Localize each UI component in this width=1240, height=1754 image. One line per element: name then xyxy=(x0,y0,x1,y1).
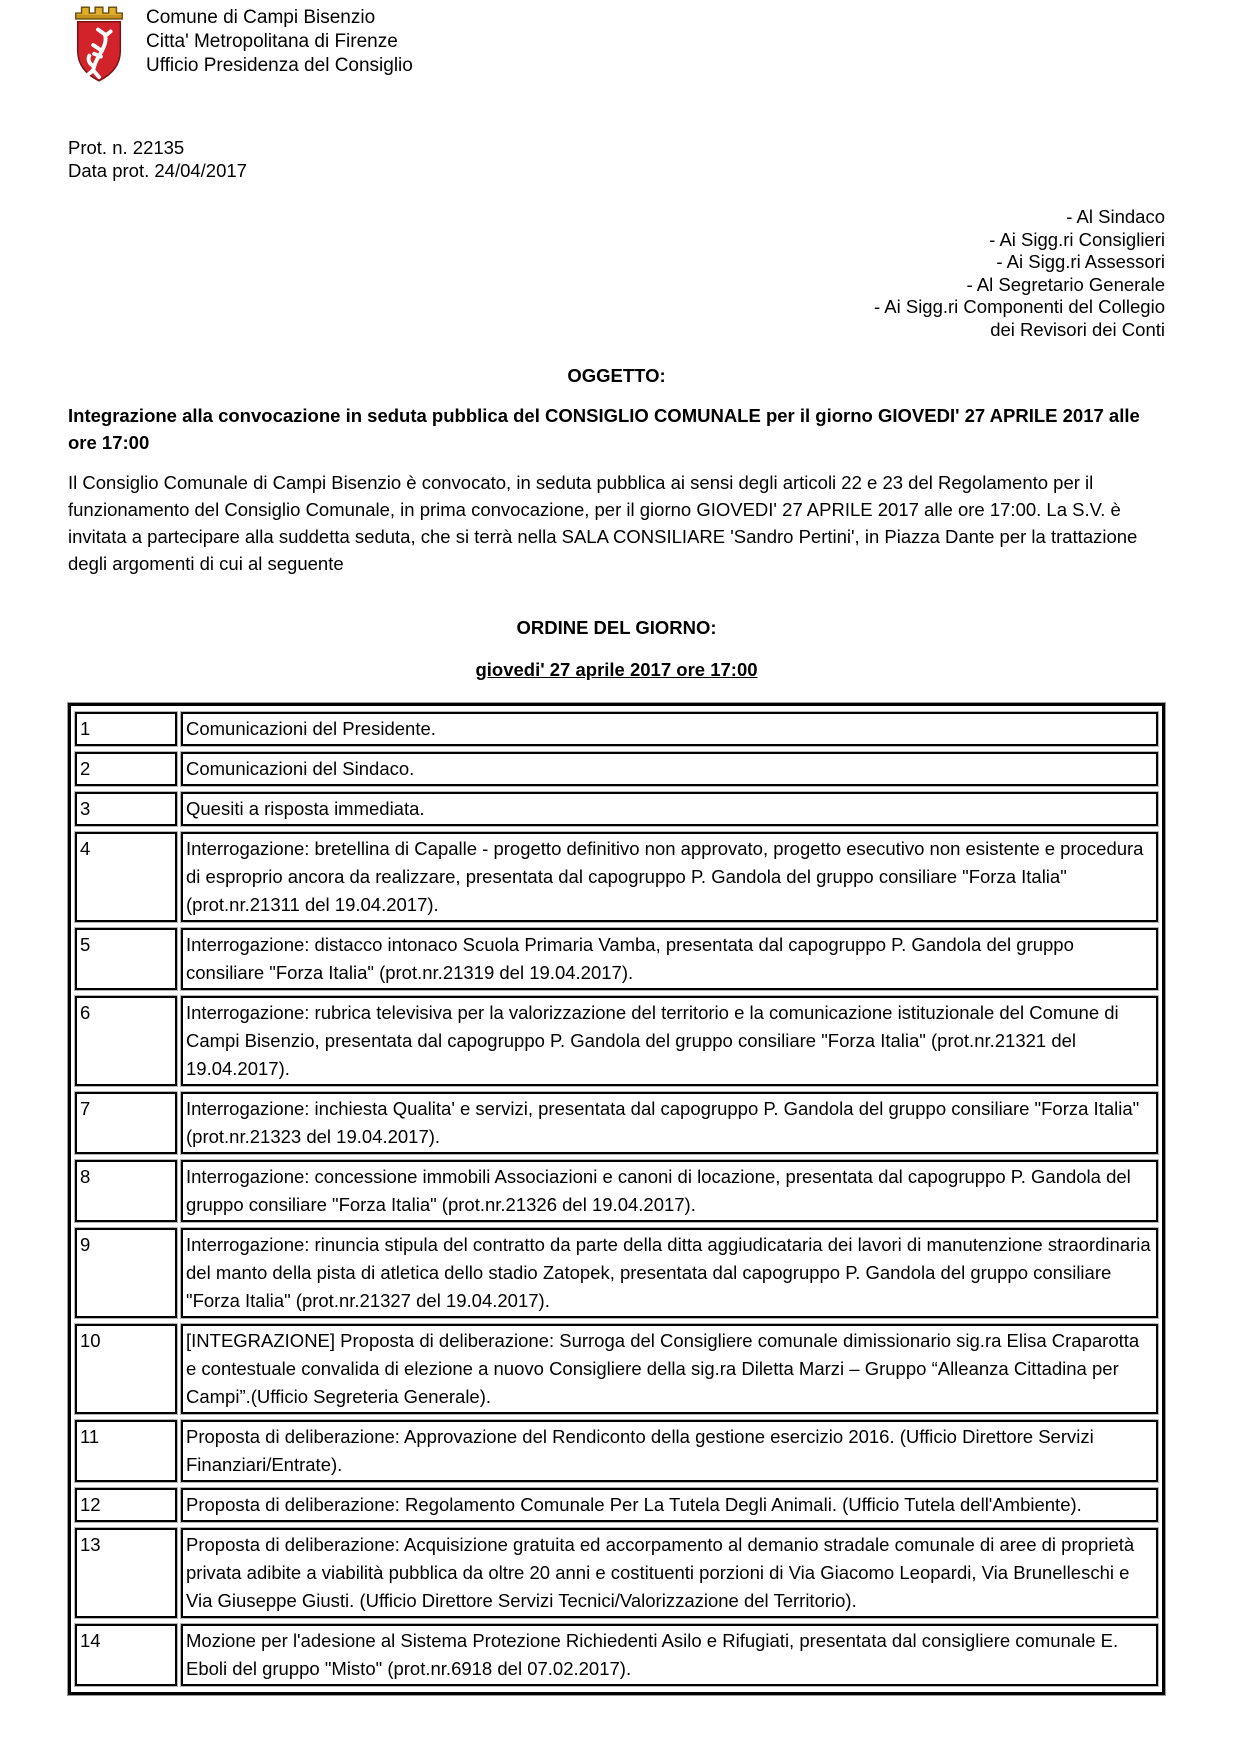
agenda-item-number: 4 xyxy=(75,832,177,922)
protocol-block xyxy=(68,136,1165,182)
agenda-item-text: Interrogazione: concessione immobili Associazioni e canoni di locazione, presentata dal capogruppo P. Gandola del gruppo consiliare "Forza Italia" (prot.nr.21326 del 19.04.2017). xyxy=(181,1160,1158,1222)
agenda-item-number: 10 xyxy=(75,1324,177,1414)
agenda-item-number: 9 xyxy=(75,1228,177,1318)
protocol-number: Prot. n. 22135 xyxy=(68,137,185,158)
agenda-row xyxy=(75,1160,1158,1222)
agenda-item-number: 6 xyxy=(75,996,177,1086)
agenda-row xyxy=(75,832,1158,922)
agenda-item-number: 1 xyxy=(75,712,177,746)
org-line-1: Comune di Campi Bisenzio xyxy=(146,7,376,28)
agenda-row xyxy=(75,1624,1158,1686)
agenda-item-text: Mozione per l'adesione al Sistema Protezione Richiedenti Asilo e Rifugiati, presentata dal consigliere comunale E. Eboli del gruppo "Misto" (prot.nr.6918 del 07.02.2017). xyxy=(181,1624,1158,1686)
agenda-row xyxy=(75,928,1158,990)
agenda-row xyxy=(75,792,1158,826)
agenda-row xyxy=(75,712,1158,746)
agenda-item-number: 13 xyxy=(75,1528,177,1618)
agenda-row xyxy=(75,752,1158,786)
agenda-item-text: [INTEGRAZIONE] Proposta di deliberazione: Surroga del Consigliere comunale dimissionario sig.ra Elisa Craparotta e contestuale convalida di elezione a nuovo Consigliere della sig.ra Diletta Marzi – Gruppo “Alleanza Cittadina per Campi”.(Ufficio Segreteria Generale). xyxy=(181,1324,1158,1414)
subject-label: OGGETTO: xyxy=(567,365,666,386)
agenda-heading: ORDINE DEL GIORNO: xyxy=(516,617,717,638)
crown-icon xyxy=(76,7,123,19)
recipients-block xyxy=(68,206,1165,341)
recipient-line: - Ai Sigg.ri Consiglieri xyxy=(989,228,1165,250)
org-line-2: Citta' Metropolitana di Firenze xyxy=(146,31,398,52)
agenda-table xyxy=(68,703,1165,1695)
agenda-item-number: 12 xyxy=(75,1488,177,1522)
agenda-row xyxy=(75,1528,1158,1618)
coat-of-arms-icon xyxy=(68,4,130,88)
recipient-line: dei Revisori dei Conti xyxy=(990,318,1165,340)
agenda-item-number: 7 xyxy=(75,1092,177,1154)
agenda-item-text: Proposta di deliberazione: Acquisizione gratuita ed accorpamento al demanio stradale comunale di aree di proprietà privata adibite a viabilità pubblica da oltre 20 anni e costituenti porzioni di Via Giacomo Leopardi, Via Brunelleschi e Via Giuseppe Giusti. (Ufficio Direttore Servizi Tecnici/Valorizzazione del Territorio). xyxy=(181,1528,1158,1618)
document-header xyxy=(68,4,1165,96)
agenda-row xyxy=(75,1420,1158,1482)
agenda-session-datetime: giovedi' 27 aprile 2017 ore 17:00 xyxy=(475,659,758,680)
agenda-item-number: 5 xyxy=(75,928,177,990)
agenda-row xyxy=(75,1228,1158,1318)
agenda-item-text: Comunicazioni del Sindaco. xyxy=(181,752,1158,786)
agenda-item-number: 8 xyxy=(75,1160,177,1222)
agenda-row xyxy=(75,1092,1158,1154)
agenda-item-text: Interrogazione: rubrica televisiva per la valorizzazione del territorio e la comunicazione istituzionale del Comune di Campi Bisenzio, presentata dal capogruppo P. Gandola del gruppo consiliare "Forza Italia" (prot.nr.21321 del 19.04.2017). xyxy=(181,996,1158,1086)
agenda-item-text: Proposta di deliberazione: Approvazione del Rendiconto della gestione esercizio 2016. (Ufficio Direttore Servizi Finanziari/Entrate). xyxy=(181,1420,1158,1482)
agenda-item-text: Proposta di deliberazione: Regolamento Comunale Per La Tutela Degli Animali. (Ufficio Tutela dell'Ambiente). xyxy=(181,1488,1158,1522)
agenda-item-number: 3 xyxy=(75,792,177,826)
subject-text: Integrazione alla convocazione in seduta pubblica del CONSIGLIO COMUNALE per il giorno GIOVEDI' 27 APRILE 2017 alle ore 17:00 xyxy=(68,405,1140,453)
agenda-item-number: 11 xyxy=(75,1420,177,1482)
org-line-3: Ufficio Presidenza del Consiglio xyxy=(146,55,413,76)
agenda-item-number: 14 xyxy=(75,1624,177,1686)
agenda-row xyxy=(75,1488,1158,1522)
agenda-item-text: Interrogazione: bretellina di Capalle - progetto definitivo non approvato, progetto esecutivo non esistente e procedura di esproprio ancora da realizzare, presentata dal capogruppo P. Gandola del gruppo consiliare "Forza Italia" (prot.nr.21311 del 19.04.2017). xyxy=(181,832,1158,922)
recipient-line: - Ai Sigg.ri Assessori xyxy=(996,251,1165,272)
agenda-item-text: Interrogazione: distacco intonaco Scuola Primaria Vamba, presentata dal capogruppo P. Gandola del gruppo consiliare "Forza Italia" (prot.nr.21319 del 19.04.2017). xyxy=(181,928,1158,990)
agenda-item-number: 2 xyxy=(75,752,177,786)
body-paragraph: Il Consiglio Comunale di Campi Bisenzio è convocato, in seduta pubblica ai sensi degli articoli 22 e 23 del Regolamento per il funzionamento del Consiglio Comunale, in prima convocazione, per il giorno GIOVEDI' 27 APRILE 2017 alle ore 17:00. La S.V. è invitata a partecipare alla suddetta seduta, che si terrà nella SALA CONSILIARE 'Sandro Pertini', in Piazza Dante per la trattazione degli argomenti di cui al seguente xyxy=(68,472,1138,574)
org-name-block xyxy=(146,4,413,78)
agenda-row xyxy=(75,1324,1158,1414)
recipient-line: - Al Segretario Generale xyxy=(966,273,1165,295)
agenda-item-text: Quesiti a risposta immediata. xyxy=(181,792,1158,826)
agenda-item-text: Interrogazione: rinuncia stipula del contratto da parte della ditta aggiudicataria dei lavori di manutenzione straordinaria del manto della pista di atletica dello stadio Zatopek, presentata dal capogruppo P. Gandola del gruppo consiliare "Forza Italia" (prot.nr.21327 del 19.04.2017). xyxy=(181,1228,1158,1318)
agenda-item-text: Interrogazione: inchiesta Qualita' e servizi, presentata dal capogruppo P. Gandola del gruppo consiliare "Forza Italia" (prot.nr.21323 del 19.04.2017). xyxy=(181,1092,1158,1154)
recipient-line: - Ai Sigg.ri Componenti del Collegio xyxy=(873,296,1165,317)
recipient-line: - Al Sindaco xyxy=(1066,206,1165,227)
agenda-row xyxy=(75,996,1158,1086)
protocol-date: Data prot. 24/04/2017 xyxy=(68,160,247,181)
agenda-item-text: Comunicazioni del Presidente. xyxy=(181,712,1158,746)
